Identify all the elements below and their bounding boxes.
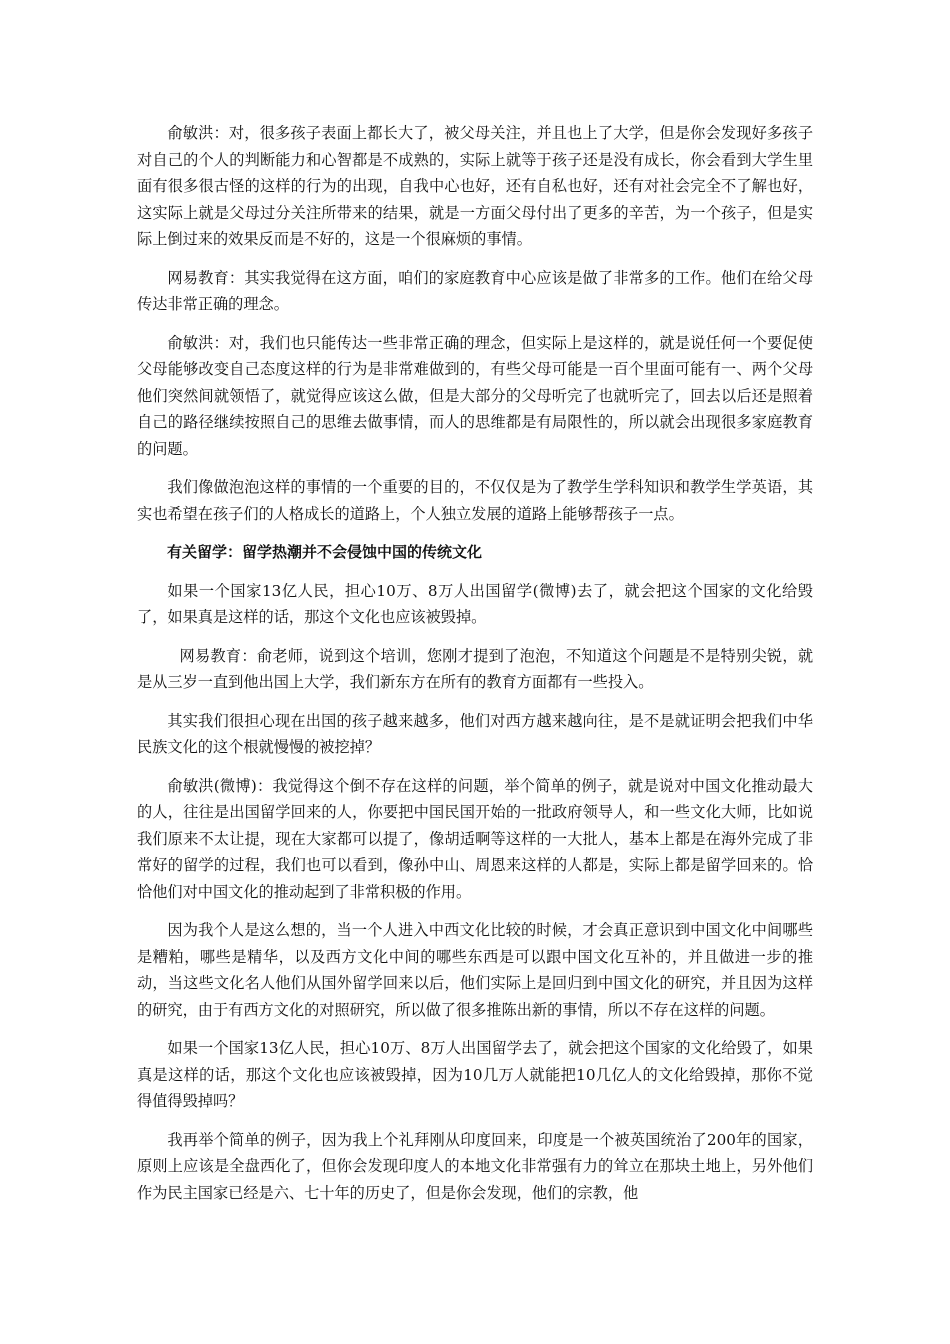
section-heading-study-abroad: 有关留学：留学热潮并不会侵蚀中国的传统文化 xyxy=(167,543,483,561)
paragraph-summary-quote: 如果一个国家13亿人民，担心10万、8万人出国留学(微博)去了，就会把这个国家的文化给毁了，如果真是这样的话，那这个文化也应该被毁掉。 xyxy=(137,581,813,626)
paragraph-yu-5: 如果一个国家13亿人民，担心10万、8万人出国留学去了，就会把这个国家的文化给毁了，如果真是这样的话，那这个文化也应该被毁掉，因为10几万人就能把10几亿人的文化给毁掉，那你不觉得值得毁掉吗？ xyxy=(137,1039,813,1110)
paragraph-yu-4: 因为我个人是这么想的，当一个人进入中西文化比较的时候，才会真正意识到中国文化中间哪些是糟粕，哪些是精华，以及西方文化中间的哪些东西是可以跟中国文化互补的，并且做进一步的推动，当这些文化名人他们从国外留学回来以后，他们实际上是回归到中国文化的研究，并且因为这样的研究，由于有西方文化的对照研究，所以做了很多推陈出新的事情，所以不存在这样的问题。 xyxy=(137,921,813,1019)
article-body xyxy=(137,120,813,1218)
paragraph-yu-2: 俞敏洪：对，我们也只能传达一些非常正确的理念，但实际上是这样的，就是说任何一个要促使父母能够改变自己态度这样的行为是非常难做到的，有些父母可能是一百个里面可能有一、两个父母他们突然间就领悟了，就觉得应该这么做，但是大部分的父母听完了也就听完了，回去以后还是照着自己的路径继续按照自己的思维去做事情，而人的思维都是有局限性的，所以就会出现很多家庭教育的问题。 xyxy=(137,333,813,458)
paragraph-concern: 其实我们很担心现在出国的孩子越来越多，他们对西方越来越向往，是不是就证明会把我们中华民族文化的这个根就慢慢的被挖掉？ xyxy=(137,711,813,756)
paragraph-yu-1: 俞敏洪：对，很多孩子表面上都长大了，被父母关注，并且也上了大学，但是你会发现好多孩子对自己的个人的判断能力和心智都是不成熟的，实际上就等于孩子还是没有成长，你会看到大学生里面有很多很古怪的这样的行为的出现，自我中心也好，还有自私也好，还有对社会完全不了解也好，这实际上就是父母过分关注所带来的结果，就是一方面父母付出了更多的辛苦，为一个孩子，但是实际上倒过来的效果反而是不好的，这是一个很麻烦的事情。 xyxy=(137,124,813,248)
paragraph-netease-2: 网易教育：俞老师，说到这个培训，您刚才提到了泡泡，不知道这个问题是不是特别尖锐，就是从三岁一直到他出国上大学，我们新东方在所有的教育方面都有一些投入。 xyxy=(137,646,813,691)
paragraph-yu-3: 俞敏洪(微博)：我觉得这个倒不存在这样的问题，举个简单的例子，就是说对中国文化推动最大的人，往往是出国留学回来的人，你要把中国民国开始的一批政府领导人，和一些文化大师，比如说我们原来不太让提，现在大家都可以提了，像胡适啊等这样的一大批人，基本上都是在海外完成了非常好的留学的过程，我们也可以看到，像孙中山、周恩来这样的人都是，实际上都是留学回来的。恰恰他们对中国文化的推动起到了非常积极的作用。 xyxy=(137,776,813,901)
paragraph-yu-6: 我再举个简单的例子，因为我上个礼拜刚从印度回来，印度是一个被英国统治了200年的国家，原则上应该是全盘西化了，但你会发现印度人的本地文化非常强有力的耸立在那块土地上，另外他们作为民主国家已经是六、七十年的历史了，但是你会发现，他们的宗教，他 xyxy=(137,1130,813,1202)
paragraph-purpose: 我们像做泡泡这样的事情的一个重要的目的，不仅仅是为了教学生学科知识和教学生学英语，其实也希望在孩子们的人格成长的道路上，个人独立发展的道路上能够帮孩子一点。 xyxy=(137,478,813,523)
paragraph-netease-1: 网易教育：其实我觉得在这方面，咱们的家庭教育中心应该是做了非常多的工作。他们在给父母传达非常正确的理念。 xyxy=(137,268,813,313)
